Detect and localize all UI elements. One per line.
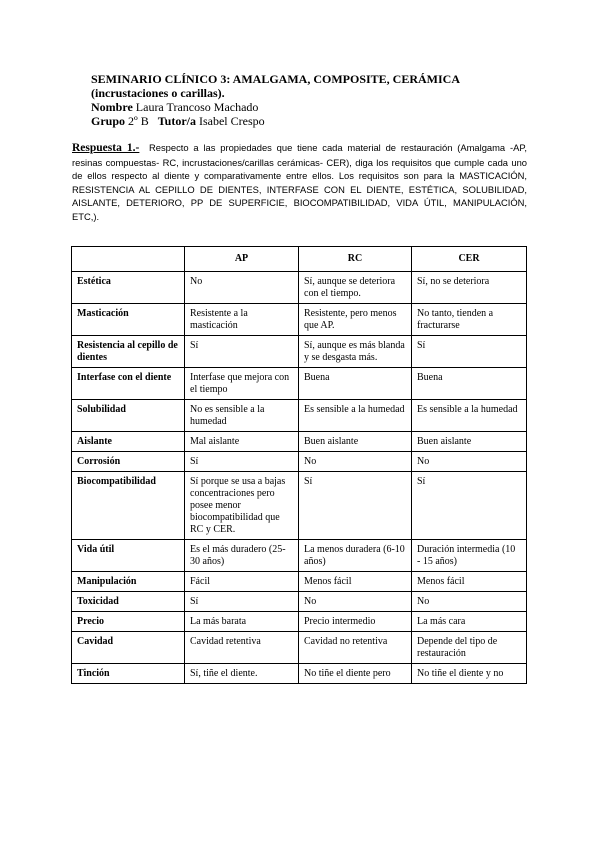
table-cell: Sí — [412, 336, 527, 368]
table-body — [72, 272, 527, 684]
table-cell: La más cara — [412, 612, 527, 632]
document-header — [91, 72, 531, 128]
table-row — [72, 368, 527, 400]
table-cell: Sí, aunque es más blanda y se desgasta más. — [299, 336, 412, 368]
table-row — [72, 612, 527, 632]
table-row — [72, 664, 527, 684]
table-row — [72, 540, 527, 572]
row-label: Biocompatibilidad — [72, 472, 185, 540]
table-cell: No tiñe el diente y no — [412, 664, 527, 684]
table-cell: La menos duradera (6-10 años) — [299, 540, 412, 572]
table-cell: Buen aislante — [299, 432, 412, 452]
table-cell: Es sensible a la humedad — [299, 400, 412, 432]
question-paragraph — [72, 141, 527, 223]
row-label: Estética — [72, 272, 185, 304]
table-cell: Sí porque se usa a bajas concentraciones pero posee menor biocompatibilidad que RC y CER. — [185, 472, 299, 540]
group-line — [91, 114, 531, 128]
table-cell: Buen aislante — [412, 432, 527, 452]
tutor-value: Isabel Crespo — [198, 114, 265, 128]
table-cell: No — [185, 272, 299, 304]
row-label: Corrosión — [72, 452, 185, 472]
table-header-row — [72, 247, 527, 272]
row-label: Manipulación — [72, 572, 185, 592]
document-title: SEMINARIO CLÍNICO 3: AMALGAMA, COMPOSITE, CERÁMICA — [91, 72, 461, 86]
row-label: Masticación — [72, 304, 185, 336]
table-cell: Menos fácil — [299, 572, 412, 592]
row-label: Precio — [72, 612, 185, 632]
table-cell: No — [412, 592, 527, 612]
column-header: CER — [412, 247, 527, 272]
table-cell: Resistente, pero menos que AP. — [299, 304, 412, 336]
table-cell: No — [299, 592, 412, 612]
table-row — [72, 400, 527, 432]
name-value: Laura Trancoso Machado — [135, 100, 259, 114]
table-row — [72, 336, 527, 368]
row-label: Resistencia al cepillo de dientes — [72, 336, 185, 368]
table-row — [72, 572, 527, 592]
table-cell: Es el más duradero (25-30 años) — [185, 540, 299, 572]
table-cell: No es sensible a la humedad — [185, 400, 299, 432]
table-cell: Resistente a la masticación — [185, 304, 299, 336]
table-cell: Interfase que mejora con el tiempo — [185, 368, 299, 400]
question-text: Respecto a las propiedades que tiene cada material de restauración (Amalgama -AP, resinas compuestas- RC, incrustaciones/carillas cerámicas- CER), diga los requisitos que cumple cada uno de ellos respecto al diente y comparativamente entre ellos. Los requisitos son para la MASTICACIÓN, RESISTENCIA AL CEPILLO DE DIENTES, INTERFASE CON EL DIENTE, ESTÉTICA, SOLUBILIDAD, AISLANTE, DETERIORO, PP DE SUPERFICIE, BIOCOMPATIBILIDAD, VIDA ÚTIL, MANIPULACIÓN, ETC,). — [72, 142, 527, 222]
name-label: Nombre — [91, 100, 133, 114]
table-row — [72, 632, 527, 664]
group-value: 2º B — [128, 114, 149, 128]
table-cell: Precio intermedio — [299, 612, 412, 632]
table-cell: No tanto, tienden a fracturarse — [412, 304, 527, 336]
table-cell: Depende del tipo de restauración — [412, 632, 527, 664]
table-cell: Sí, aunque se deteriora con el tiempo. — [299, 272, 412, 304]
document-subtitle: (incrustaciones o carillas). — [91, 86, 225, 100]
table-cell: La más barata — [185, 612, 299, 632]
row-label: Interfase con el diente — [72, 368, 185, 400]
column-header — [72, 247, 185, 272]
row-label: Vida útil — [72, 540, 185, 572]
table-cell: Menos fácil — [412, 572, 527, 592]
table-cell: No — [412, 452, 527, 472]
column-header: AP — [185, 247, 299, 272]
row-label: Aislante — [72, 432, 185, 452]
table-row — [72, 304, 527, 336]
table-cell: Sí — [185, 452, 299, 472]
table-cell: Fácil — [185, 572, 299, 592]
table-cell: No tiñe el diente pero — [299, 664, 412, 684]
row-label: Toxicidad — [72, 592, 185, 612]
table-cell: Cavidad no retentiva — [299, 632, 412, 664]
group-label: Grupo — [91, 114, 126, 128]
answer-label: Respuesta 1.- — [72, 142, 140, 154]
row-label: Solubilidad — [72, 400, 185, 432]
table-cell: Sí, no se deteriora — [412, 272, 527, 304]
table-cell: Sí — [299, 472, 412, 540]
table-cell: Buena — [299, 368, 412, 400]
table-cell: Sí — [185, 592, 299, 612]
table-cell: Buena — [412, 368, 527, 400]
table-cell: Sí — [185, 336, 299, 368]
column-header: RC — [299, 247, 412, 272]
table-cell: Mal aislante — [185, 432, 299, 452]
tutor-label: Tutor/a — [157, 114, 196, 128]
table-cell: Es sensible a la humedad — [412, 400, 527, 432]
table-cell: Sí, tiñe el diente. — [185, 664, 299, 684]
table-row — [72, 272, 527, 304]
table-cell: Sí — [412, 472, 527, 540]
comparison-table — [71, 246, 527, 684]
table-row — [72, 472, 527, 540]
row-label: Cavidad — [72, 632, 185, 664]
table-row — [72, 452, 527, 472]
name-line — [91, 100, 531, 114]
table-cell: Cavidad retentiva — [185, 632, 299, 664]
table-row — [72, 592, 527, 612]
table-row — [72, 432, 527, 452]
row-label: Tinción — [72, 664, 185, 684]
table-cell: No — [299, 452, 412, 472]
table-cell: Duración intermedia (10 - 15 años) — [412, 540, 527, 572]
